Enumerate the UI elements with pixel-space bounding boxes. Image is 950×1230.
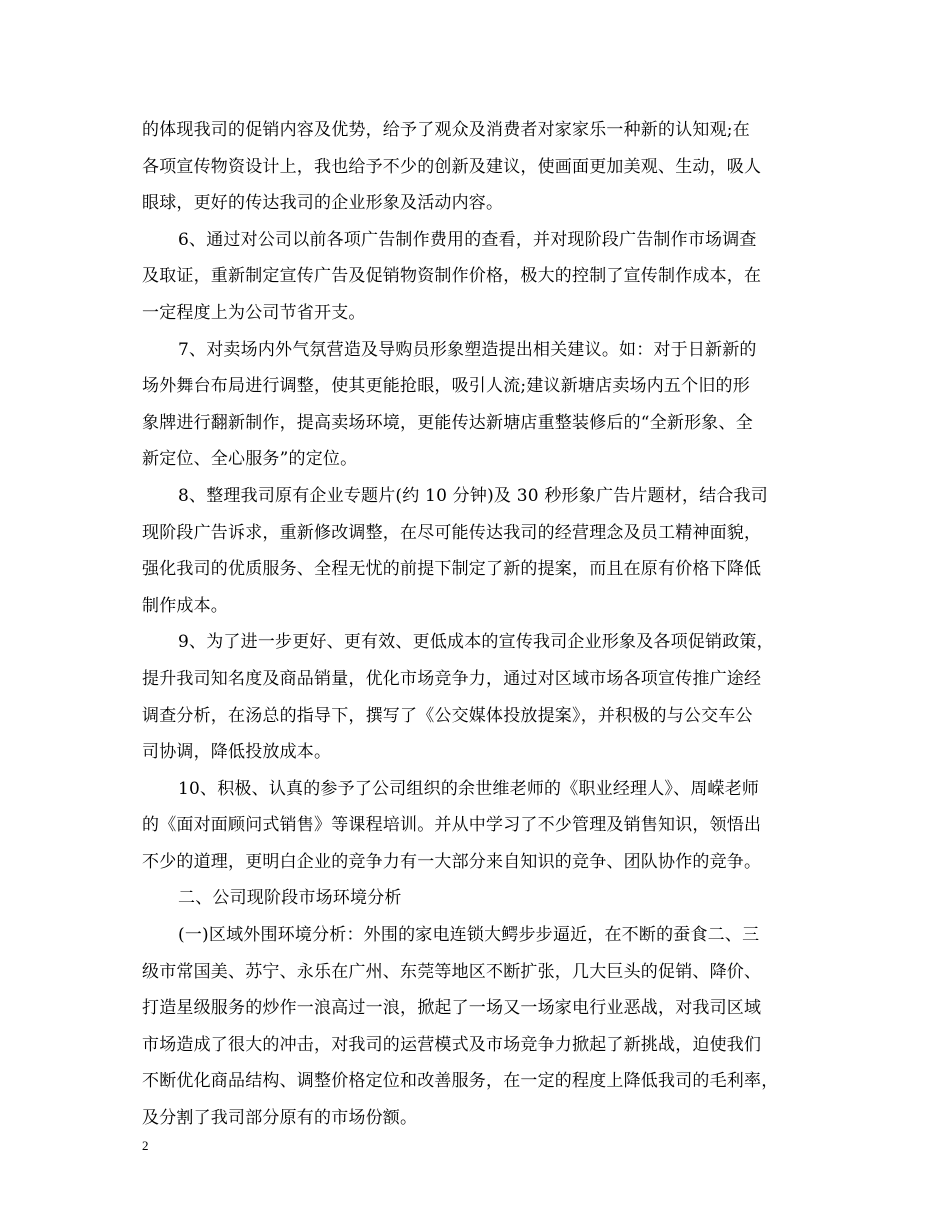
- text-line: 的体现我司的促销内容及优势，给予了观众及消费者对家家乐一种新的认知观;在: [142, 120, 750, 140]
- text-line: 一定程度上为公司节省开支。: [142, 302, 366, 323]
- document-body: [142, 112, 814, 1137]
- text-line: 打造星级服务的炒作一浪高过一浪，掀起了一场又一场家电行业恶战，对我司区域: [142, 998, 762, 1019]
- text-line: 制作成本。: [142, 595, 228, 616]
- text-line: 市场造成了很大的冲击，对我司的运营模式及市场竞争力掀起了新挑战，迫使我们: [142, 1034, 762, 1055]
- text-line: 场外舞台布局进行调整，使其更能抢眼，吸引人流;建议新塘店卖场内五个旧的形: [142, 376, 750, 397]
- text-line: 及取证，重新制定宣传广告及促销物资制作价格，极大的控制了宣传制作成本，在: [142, 266, 762, 287]
- text-line: 提升我司知名度及商品销量，优化市场竞争力，通过对区域市场各项宣传推广途经: [142, 668, 762, 689]
- text-line: (一)区域外围环境分析：外围的家电连锁大鳄步步逼近，在不断的蚕食二、三: [178, 925, 760, 946]
- text-line: 各项宣传物资设计上，我也给予不少的创新及建议，使画面更加美观、生动，吸人: [142, 156, 762, 177]
- text-line: 司协调，降低投放成本。: [142, 742, 332, 763]
- text-line: 及分割了我司部分原有的市场份额。: [142, 1108, 418, 1129]
- text-line: 二、公司现阶段市场环境分析: [178, 888, 402, 909]
- text-line: 不少的道理，更明白企业的竞争力有一大部分来自知识的竞争、团队协作的竞争。: [142, 851, 762, 872]
- text-line: 强化我司的优质服务、全程无忧的前提下制定了新的提案，而且在原有价格下降低: [142, 559, 762, 580]
- text-line: 现阶段广告诉求，重新修改调整，在尽可能传达我司的经营理念及员工精神面貌，: [142, 522, 762, 543]
- text-line: 10、积极、认真的参予了公司组织的余世维老师的《职业经理人》、周嵘老师: [178, 778, 760, 799]
- text-line: 级市常国美、苏宁、永乐在广州、东莞等地区不断扩张，几大巨头的促销、降价、: [142, 961, 762, 982]
- text-line: 的《面对面顾问式销售》等课程培训。并从中学习了不少管理及销售知识，领悟出: [142, 815, 762, 836]
- text-line: 眼球，更好的传达我司的企业形象及活动内容。: [142, 193, 504, 214]
- text-line: 调查分析，在汤总的指导下，撰写了《公交媒体投放提案》，并积极的与公交车公: [142, 705, 753, 726]
- text-line: 8、整理我司原有企业专题片(约 10 分钟)及 30 秒形象广告片题材，结合我司: [178, 485, 768, 506]
- text-line: 7、对卖场内外气氛营造及导购员形象塑造提出相关建议。如：对于日新新的: [178, 339, 757, 360]
- text-line: 6、通过对公司以前各项广告制作费用的查看，并对现阶段广告制作市场调查: [178, 229, 757, 250]
- text-line: 不断优化商品结构、调整价格定位和改善服务，在一定的程度上降低我司的毛利率，: [142, 1071, 779, 1092]
- text-line: 象牌进行翻新制作，提高卖场环境，更能传达新塘店重整装修后的“全新形象、全: [142, 412, 753, 433]
- text-line: 9、为了进一步更好、更有效、更低成本的宣传我司企业形象及各项促销政策，: [178, 632, 774, 653]
- text-line: 新定位、全心服务”的定位。: [142, 449, 358, 470]
- page-number: 2: [142, 1138, 149, 1153]
